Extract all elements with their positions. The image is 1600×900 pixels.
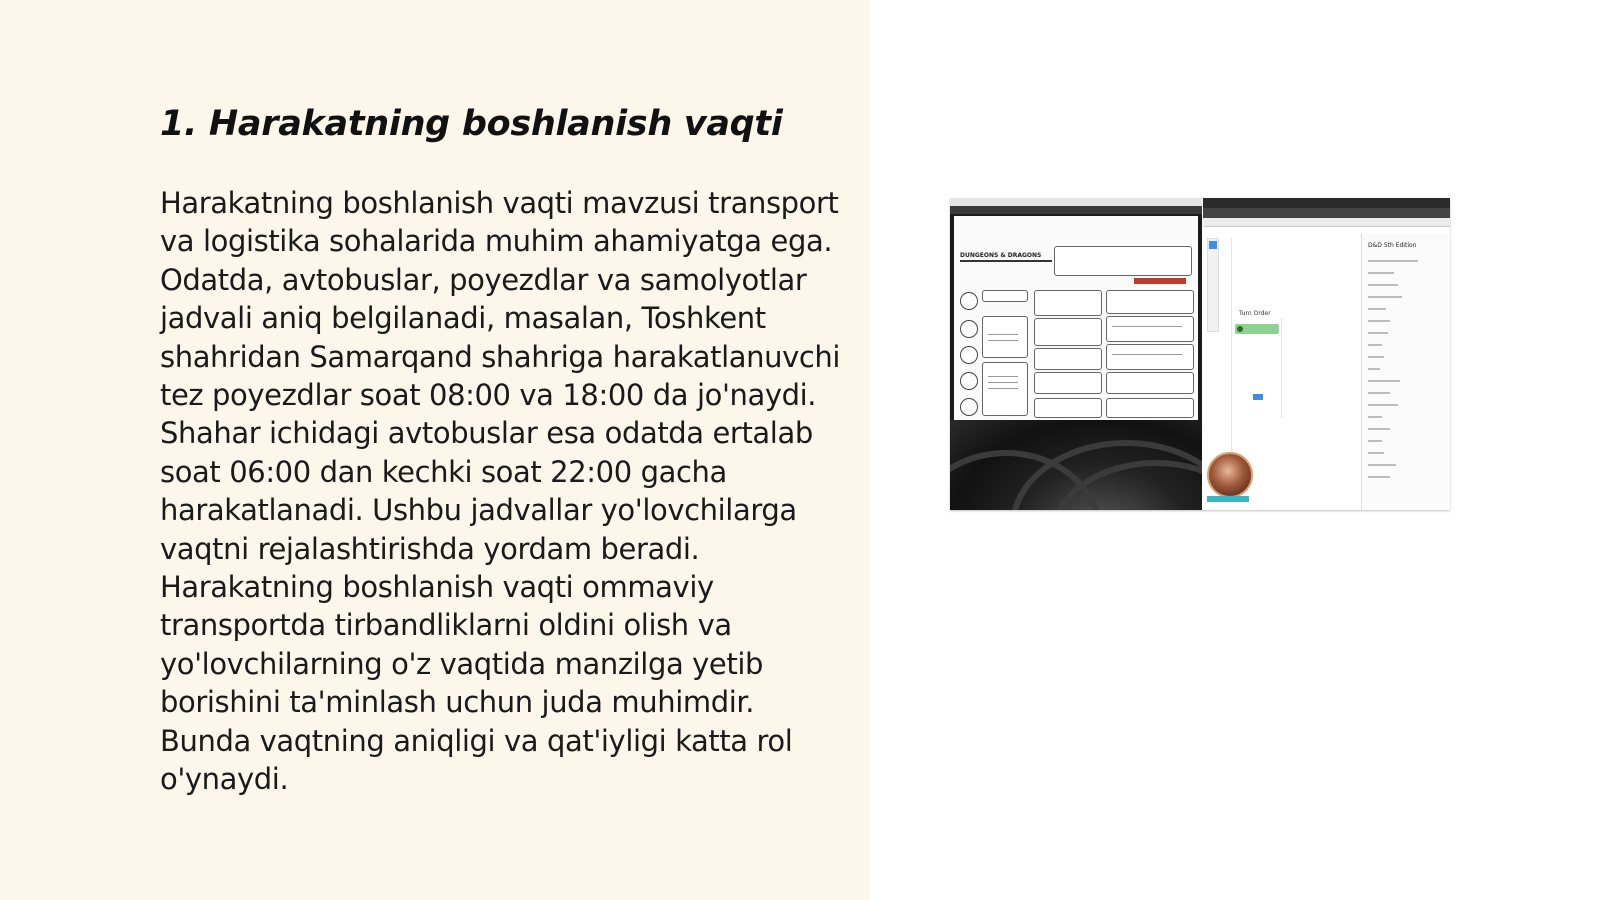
- player-avatar: [1207, 452, 1253, 498]
- select-tool-icon: [1209, 241, 1217, 249]
- window-toolbar: [950, 206, 1202, 214]
- slide-body-text: Harakatning boshlanish vaqti mavzusi transport va logistika sohalarida muhim ahamiyatga ega. Odatda, avtobuslar, poyezdlar va samolyotlar jadvali aniq belgilanadi, masalan, Toshkent shahridan Samarqand shahriga harakatlanuvchi tez poyezdlar soat 08:00 va 18:00 da jo'naydi. Shahar ichidagi avtobuslar esa odatda ertalab soat 06:00 dan kechki soat 22:00 gacha harakatlanadi. Ushbu jadvallar yo'lovchilarga vaqtni rejalashtirishda yordam beradi. Harakatning boshlanish vaqti ommaviy transportda tirbandliklarni oldini olish va yo'lovchilarning o'z vaqtida manzilga yetib borishini ta'minlash uchun juda muhimdir. Bunda vaqtning aniqligi va qat'iyligi katta rol o'ynaydi.: [160, 186, 841, 797]
- vtt-sidebar: [1361, 234, 1450, 510]
- dnd-logo-text: DUNGEONS & DRAGONS: [960, 252, 1042, 259]
- sheet-red-tag: [1134, 278, 1186, 284]
- sheet-header-box: [1054, 246, 1192, 276]
- desktop-wallpaper: [950, 420, 1202, 510]
- dnd-logo: [960, 242, 1052, 262]
- blue-marker-icon: [1253, 394, 1263, 400]
- browser-nav-bar: [1203, 218, 1450, 227]
- token-icon: [1237, 326, 1243, 332]
- screenshot-image: [950, 198, 1450, 510]
- character-sheet: [954, 216, 1198, 420]
- turn-order-label: Turn Order: [1239, 310, 1271, 317]
- character-sheet-window: [950, 198, 1202, 510]
- vtt-browser-window: [1203, 198, 1450, 510]
- browser-titlebar: [1203, 198, 1450, 208]
- browser-tabs: [1203, 208, 1450, 218]
- vtt-toolbar: [1207, 238, 1219, 332]
- slide-title: 1. Harakatning boshlanish vaqti: [160, 104, 783, 144]
- avatar-name-bar: [1207, 496, 1249, 502]
- window-titlebar: [950, 198, 1202, 206]
- sidebar-title: D&D 5th Edition: [1368, 242, 1417, 249]
